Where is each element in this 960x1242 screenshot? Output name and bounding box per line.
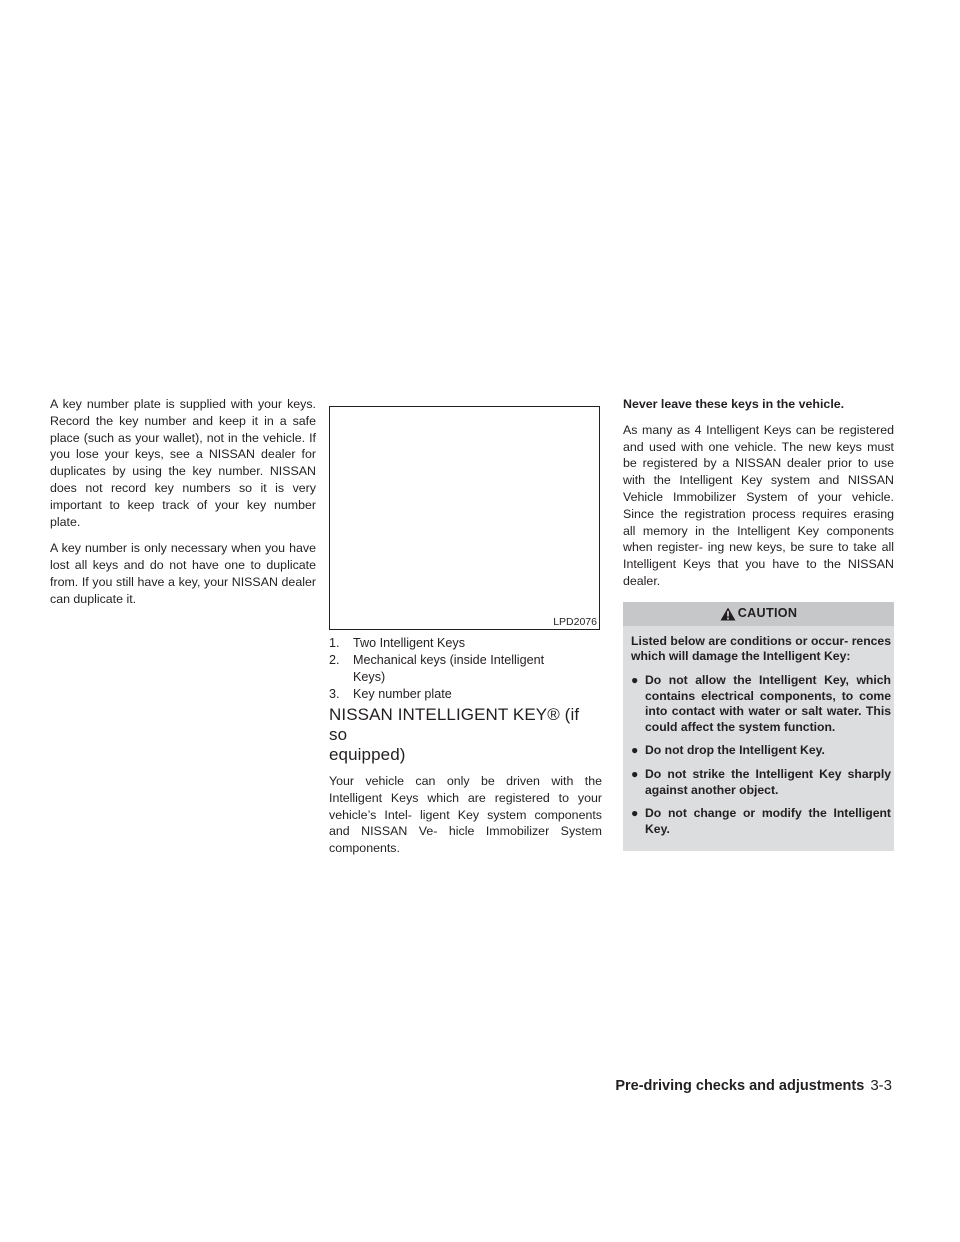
legend-item <box>329 652 602 669</box>
caution-list-item <box>631 767 891 798</box>
caution-item-text: Do not allow the Intelligent Key, which contains electrical components, to come into contact with water or salt water. This could affect the system function. <box>645 672 891 734</box>
legend-text: Two Intelligent Keys <box>353 636 466 650</box>
caution-list-item <box>631 743 891 759</box>
caution-body <box>623 626 894 838</box>
caution-intro: Listed below are conditions or occur- rences which will damage the Intelligent Key: <box>631 633 891 664</box>
legend-text-continued: Keys) <box>353 670 386 684</box>
figure-legend <box>329 635 602 703</box>
legend-text: Mechanical keys (inside Intelligent <box>353 653 545 667</box>
caution-item-text: Do not drop the Intelligent Key. <box>645 743 825 758</box>
legend-item-continuation <box>329 669 602 686</box>
legend-number: 3. <box>329 687 340 701</box>
bullet-icon: ● <box>631 766 639 781</box>
middle-column <box>329 406 602 867</box>
caution-header <box>623 602 894 626</box>
never-leave-keys-warning: Never leave these keys in the vehicle. <box>623 397 845 411</box>
bullet-icon: ● <box>631 672 639 687</box>
legend-text: Key number plate <box>353 687 452 701</box>
right-column <box>623 396 894 851</box>
key-number-plate-paragraph: A key number plate is supplied with your keys. Record the key number and keep it in a safe place (such as your wallet), not in the vehicle. If you lose your keys, see a NISSAN dealer for duplicates by using the key number. NISSAN does not record key numbers so it is very important to keep track of your key number plate. <box>50 397 316 529</box>
intelligent-key-intro-paragraph: Your vehicle can only be driven with the Intelligent Keys which are registered to your vehicle’s Intel- ligent Key system components and NISSAN Ve- hicle Immobilizer System components. <box>329 774 602 856</box>
legend-number: 1. <box>329 636 340 650</box>
page-number: 3-3 <box>870 1077 892 1094</box>
bullet-icon: ● <box>631 743 639 758</box>
caution-item-text: Do not change or modify the Intelligent Key. <box>645 806 891 836</box>
caution-list <box>631 673 891 837</box>
registration-paragraph: As many as 4 Intelligent Keys can be registered and used with one vehicle. The new keys must be registered by a NISSAN dealer prior to use with the Intelligent Key system and NISSAN Vehicle Immobilizer System of your vehicle. Since the registration process requires erasing all memory in the Intelligent Key components when register- ing new keys, be sure to take all Intelligent Keys that you have to the NISSAN dealer. <box>623 422 894 588</box>
caution-list-item <box>631 806 891 837</box>
key-illustration-figure <box>329 406 600 630</box>
caution-box <box>623 602 894 852</box>
footer-section-title: Pre-driving checks and adjustments <box>615 1078 865 1094</box>
key-number-necessity-paragraph: A key number is only necessary when you have lost all keys and do not have one to duplicate from. If you still have a key, your NISSAN dealer can duplicate it. <box>50 541 316 606</box>
page-footer <box>615 1077 892 1094</box>
left-column <box>50 396 316 618</box>
caution-item-text: Do not strike the Intelligent Key sharply against another object. <box>645 766 891 797</box>
bullet-icon: ● <box>631 806 639 821</box>
caution-list-item <box>631 673 891 735</box>
section-heading-line1: NISSAN INTELLIGENT KEY® (if so <box>329 705 580 744</box>
section-heading <box>329 705 602 765</box>
section-heading-line2: equipped) <box>329 745 406 764</box>
legend-item <box>329 686 602 703</box>
warning-triangle-icon <box>720 607 736 621</box>
figure-label: LPD2076 <box>553 616 597 628</box>
legend-item <box>329 635 602 652</box>
legend-number: 2. <box>329 653 340 667</box>
caution-title: CAUTION <box>737 606 798 621</box>
